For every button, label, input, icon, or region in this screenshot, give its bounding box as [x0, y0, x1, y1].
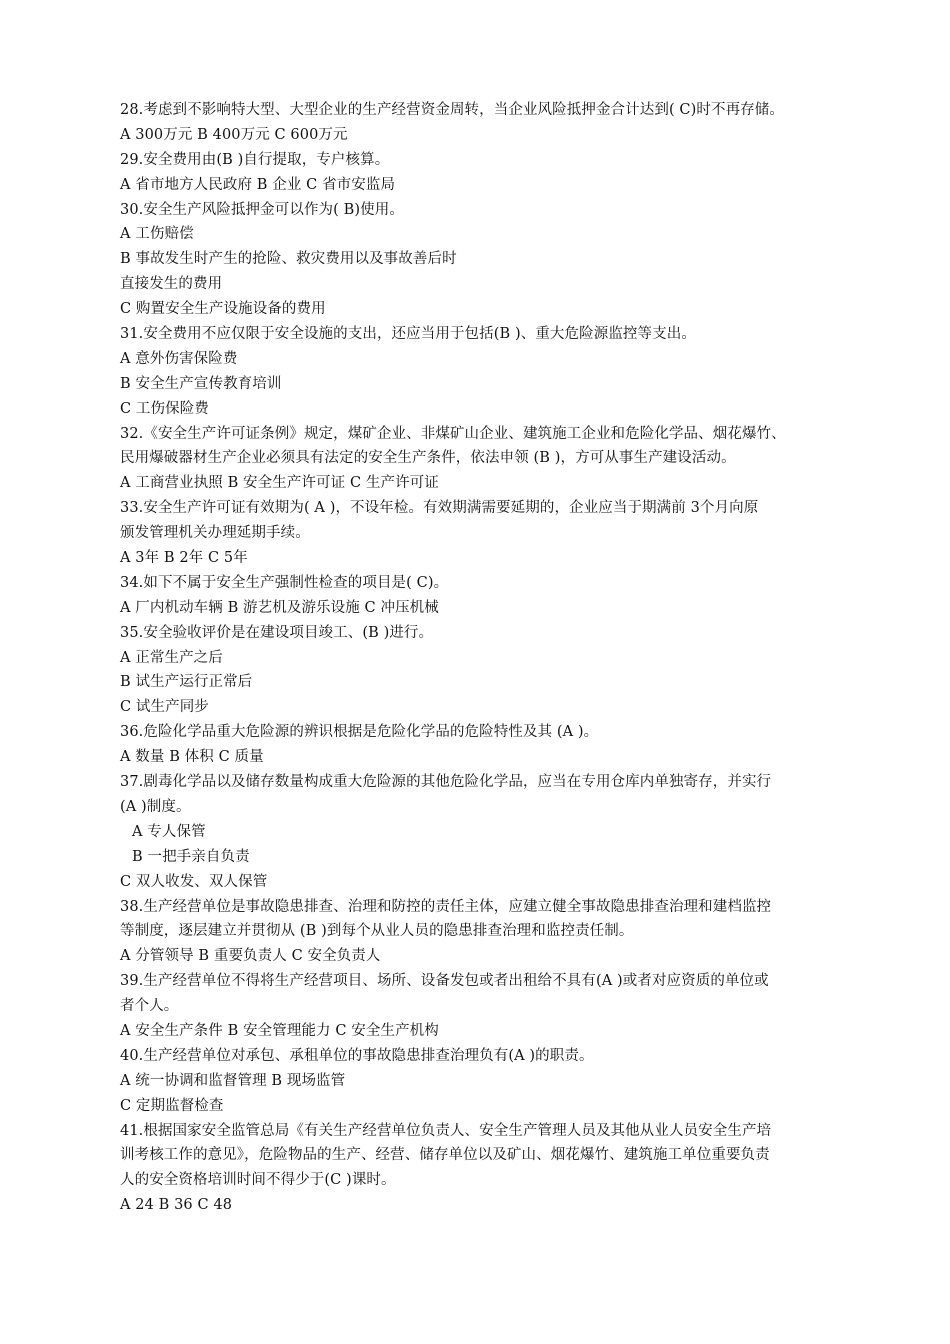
question-40-option-c: C 定期监督检查 — [120, 1097, 224, 1114]
question-35-option-c: C 试生产同步 — [120, 699, 209, 716]
question-41-stem-cont: 训考核工作的意见》，危险物品的生产、经营、储存单位以及矿山、烟花爆竹、建筑施工单位重要负责 — [120, 1147, 770, 1164]
question-34-stem: 34.如下不属于安全生产强制性检查的项目是( C)。 — [120, 574, 449, 591]
question-37-stem: 37.剧毒化学品以及储存数量构成重大危险源的其他危险化学品，应当在专用仓库内单独寄存，并实行 — [120, 774, 772, 791]
question-32-stem: 32.《安全生产许可证条例》规定，煤矿企业、非煤矿山企业、建筑施工企业和危险化学品、烟花爆竹、 — [120, 425, 786, 442]
question-40-options: A 统一协调和监督管理 B 现场监管 — [120, 1072, 346, 1089]
question-41-options: A 24 B 36 C 48 — [120, 1197, 233, 1214]
question-28-stem: 28.考虑到不影响特大型、大型企业的生产经营资金周转，当企业风险抵押金合计达到( C)时不再存储。 — [120, 102, 784, 118]
question-39-stem-cont: 者个人。 — [120, 998, 179, 1015]
question-32-stem-cont: 民用爆破器材生产企业必须具有法定的安全生产条件，依法申领 (B )，方可从事生产建设活动。 — [120, 450, 736, 467]
question-31-option-c: C 工伤保险费 — [120, 400, 209, 417]
question-33-stem-cont: 颁发管理机关办理延期手续。 — [120, 525, 310, 542]
question-38-stem: 38.生产经营单位是事故隐患排查、治理和防控的责任主体，应建立健全事故隐患排查治理和建档监控 — [120, 898, 772, 915]
question-37-option-a: A 专人保管 — [132, 823, 206, 840]
question-28-options: A 300万元 B 400万元 C 600万元 — [120, 126, 348, 143]
question-29-options: A 省市地方人民政府 B 企业 C 省市安监局 — [120, 176, 396, 193]
question-41-stem-cont-2: 人的安全资格培训时间不得少于(C )课时。 — [120, 1172, 396, 1189]
question-41-stem: 41.根据国家安全监管总局《有关生产经营单位负责人、安全生产管理人员及其他从业人员安全生产培 — [120, 1122, 772, 1139]
question-37-stem-cont: (A )制度。 — [120, 798, 191, 815]
question-34-options: A 厂内机动车辆 B 游艺机及游乐设施 C 冲压机械 — [120, 599, 439, 616]
question-32-options: A 工商营业执照 B 安全生产许可证 C 生产许可证 — [120, 475, 439, 492]
question-31-option-a: A 意外伤害保险费 — [120, 350, 238, 367]
question-33-options: A 3年 B 2年 C 5年 — [120, 550, 248, 567]
question-36-stem: 36.危险化学品重大危险源的辨识根据是危险化学品的危险特性及其 (A )。 — [120, 724, 599, 741]
question-38-options: A 分管领导 B 重要负责人 C 安全负责人 — [120, 948, 381, 965]
question-37-option-b: B 一把手亲自负责 — [132, 848, 250, 865]
question-30-option-b-cont: 直接发生的费用 — [120, 276, 223, 293]
question-39-stem: 39.生产经营单位不得将生产经营项目、场所、设备发包或者出租给不具有(A )或者对应资质的单位或 — [120, 973, 769, 990]
question-36-options: A 数量 B 体积 C 质量 — [120, 749, 264, 766]
question-30-stem: 30.安全生产风险抵押金可以作为( B)使用。 — [120, 201, 404, 218]
question-37-option-c: C 双人收发、双人保管 — [120, 873, 268, 890]
question-35-option-b: B 试生产运行正常后 — [120, 674, 253, 691]
question-40-stem: 40.生产经营单位对承包、承租单位的事故隐患排查治理负有(A )的职责。 — [120, 1047, 594, 1064]
question-35-option-a: A 正常生产之后 — [120, 649, 223, 666]
question-30-option-b: B 事故发生时产生的抢险、救灾费用以及事故善后时 — [120, 251, 457, 268]
question-31-stem: 31.安全费用不应仅限于安全设施的支出，还应当用于包括(B )、重大危险源监控等支出。 — [120, 326, 696, 343]
question-31-option-b: B 安全生产宣传教育培训 — [120, 375, 282, 392]
question-38-stem-cont: 等制度，逐层建立并贯彻从 (B )到每个从业人员的隐患排查治理和监控责任制。 — [120, 923, 634, 940]
question-30-option-a: A 工伤赔偿 — [120, 226, 194, 243]
question-30-option-c: C 购置安全生产设施设备的费用 — [120, 301, 326, 318]
question-33-stem: 33.安全生产许可证有效期为( A )，不设年检。有效期满需要延期的，企业应当于期满前 3个月向原 — [120, 500, 759, 517]
question-list — [120, 98, 900, 1218]
question-39-options: A 安全生产条件 B 安全管理能力 C 安全生产机构 — [120, 1022, 439, 1039]
question-29-stem: 29.安全费用由(B )自行提取，专户核算。 — [120, 151, 390, 168]
question-35-stem: 35.安全验收评价是在建设项目竣工、(B )进行。 — [120, 624, 434, 641]
